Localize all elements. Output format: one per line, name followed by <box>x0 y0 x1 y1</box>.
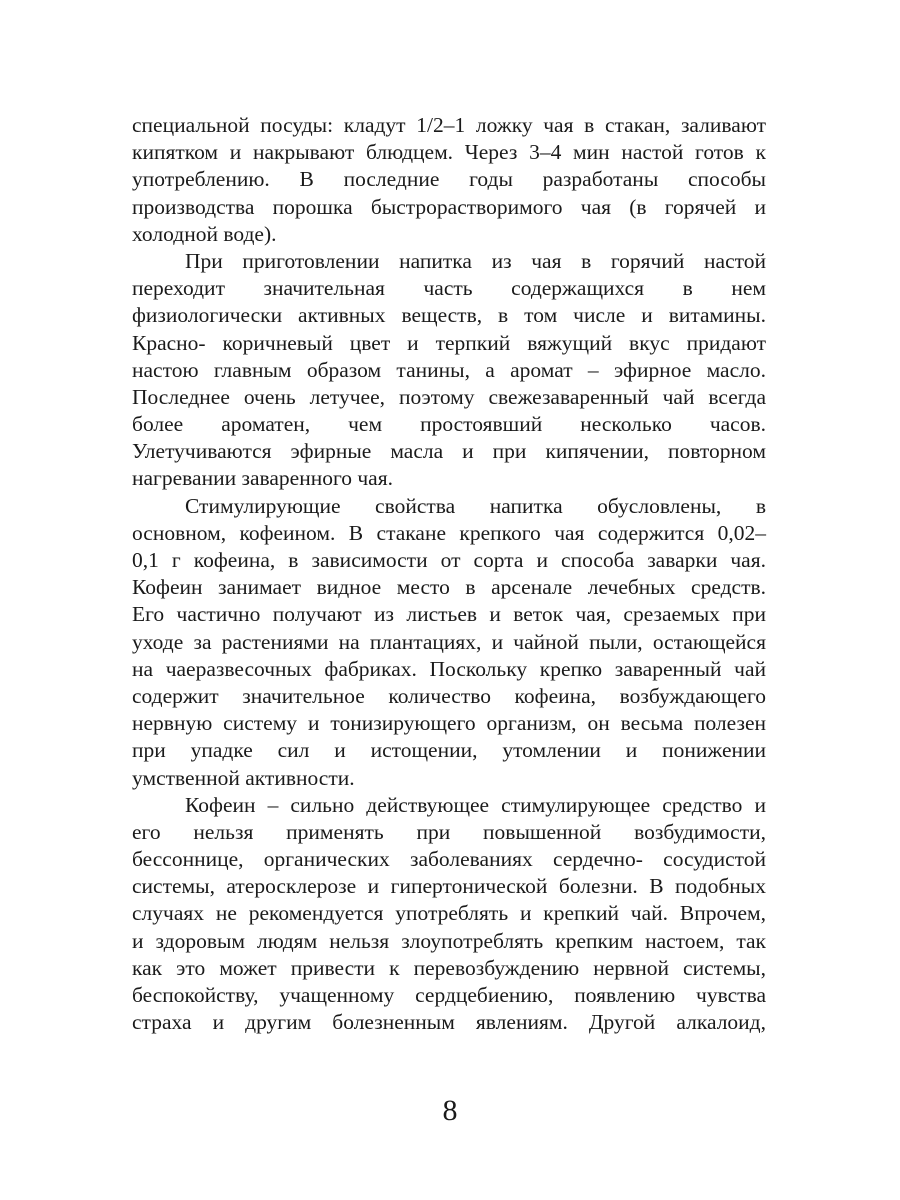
text-line: на чаеразвесочных фабриках. Поскольку крепко заваренный чай <box>132 656 766 681</box>
text-line: Улетучиваются эфирные масла и при кипячении, повторном <box>132 439 766 464</box>
text-line: умственной активности. <box>132 765 355 790</box>
text-line: беспокойству, учащенному сердцебиению, появлению чувства <box>132 983 766 1007</box>
text-line: Красно- коричневый цвет и терпкий вяжущий вкус придают <box>132 330 766 355</box>
text-line: При приготовлении напитка из чая в горячий настой <box>185 248 766 273</box>
text-line: Стимулирующие свойства напитка обусловлены, в <box>185 493 766 518</box>
paragraph-1 <box>132 112 766 248</box>
text-line: Его частично получают из листьев и веток чая, срезаемых при <box>132 602 766 627</box>
text-line: системы, атеросклерозе и гипертонической болезни. В подобных <box>132 874 766 899</box>
text-line: как это может привести к перевозбуждению нервной системы, <box>132 955 766 980</box>
text-line: бессоннице, органических заболеваниях сердечно- сосудистой <box>132 847 766 872</box>
paragraph-4 <box>132 792 766 1037</box>
text-line: его нельзя применять при повышенной возбудимости, <box>132 819 766 844</box>
text-line: случаях не рекомендуется употреблять и крепкий чай. Впрочем, <box>132 901 766 926</box>
text-line: настою главным образом танины, а аромат – эфирное масло. <box>132 357 766 382</box>
text-line: переходит значительная часть содержащихся в нем <box>132 276 766 301</box>
text-line: кипятком и накрывают блюдцем. Через 3–4 мин настой готов к <box>132 140 766 165</box>
text-line: уходе за растениями на плантациях, и чайной пыли, остающейся <box>132 629 766 654</box>
text-line: холодной воде). <box>132 221 277 246</box>
text-line: страха и другим болезненным явлениям. Другой алкалоид, <box>132 1010 766 1035</box>
text-line: Кофеин – сильно действующее стимулирующее средство и <box>185 792 766 817</box>
text-line: и здоровым людям нельзя злоупотреблять крепким настоем, так <box>132 928 766 953</box>
paragraph-2 <box>132 248 766 493</box>
text-line: 0,1 г кофеина, в зависимости от сорта и способа заварки чая. <box>132 548 766 572</box>
paragraph-3 <box>132 493 766 792</box>
text-line: при упадке сил и истощении, утомлении и понижении <box>132 738 766 763</box>
text-line: основном, кофеином. В стакане крепкого чая содержится 0,02– <box>132 520 766 545</box>
text-line: употреблению. В последние годы разработаны способы <box>132 167 766 192</box>
text-line: специальной посуды: кладут 1/2–1 ложку чая в стакан, заливают <box>132 113 766 137</box>
text-line: нервную систему и тонизирующего организм, он весьма полезен <box>132 711 766 736</box>
page-number: 8 <box>442 1094 458 1127</box>
text-line: производства порошка быстрорастворимого чая (в горячей и <box>132 194 766 219</box>
text-line: Кофеин занимает видное место в арсенале лечебных средств. <box>132 575 766 600</box>
text-line: более ароматен, чем простоявший несколько часов. <box>132 412 766 437</box>
text-line: содержит значительное количество кофеина, возбуждающего <box>132 683 766 708</box>
text-line: нагревании заваренного чая. <box>132 466 393 491</box>
text-line: Последнее очень летучее, поэтому свежезаваренный чай всегда <box>132 384 766 409</box>
text-line: физиологически активных веществ, в том числе и витамины. <box>132 303 766 328</box>
page-body <box>132 112 766 1036</box>
